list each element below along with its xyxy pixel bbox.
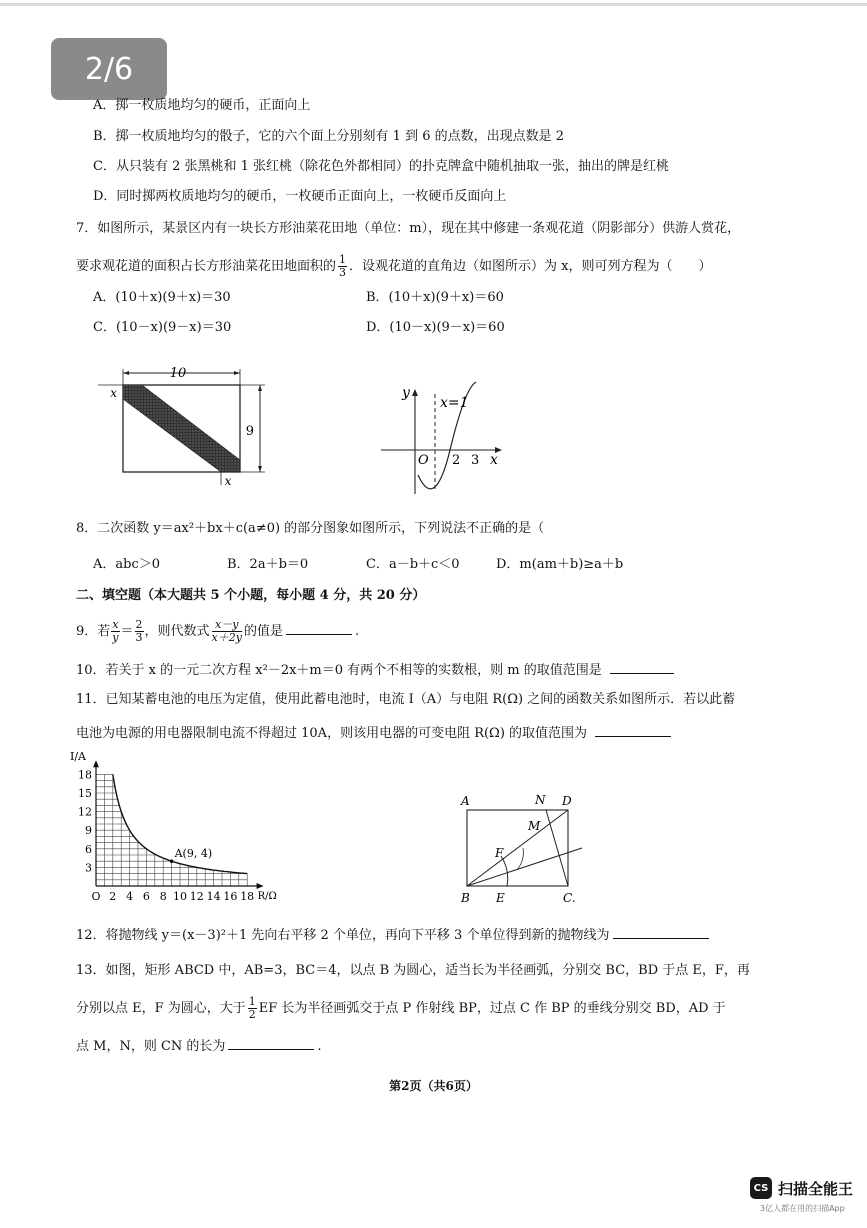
rect-bottom-label: x — [224, 474, 232, 488]
parabola-x-label: x — [490, 452, 498, 468]
scanner-app-name: 扫描全能王 — [778, 1179, 854, 1198]
q7-option-b: B．(10＋x)(9＋x)＝60 — [366, 290, 504, 305]
cs-logo-icon: CS — [750, 1177, 772, 1199]
section-2-heading: 二、填空题（本大题共 5 个小题，每小题 4 分，共 20 分） — [76, 588, 426, 603]
y-tick-label: 15 — [78, 787, 92, 800]
q12-line — [76, 926, 709, 945]
q9-answer-blank[interactable] — [286, 620, 352, 635]
q8-option-c: C．a－b＋c＜0 — [366, 557, 460, 572]
x-tick-label: 6 — [142, 890, 150, 903]
ray-bp — [467, 848, 582, 886]
x-tick-label: 16 — [223, 890, 238, 903]
q13-line3 — [76, 1037, 322, 1056]
y-tick-label: 6 — [85, 842, 92, 856]
q7-option-a: A．(10＋x)(9＋x)＝30 — [93, 290, 231, 305]
x-tick-label: 10 — [173, 890, 187, 903]
q6-option-b: B．掷一枚质地均匀的骰子，它的六个面上分别刻有 1 到 6 的点数，出现点数是 2 — [93, 129, 565, 144]
q8-stem: 8．二次函数 y＝ax²＋bx＋c(a≠0) 的部分图象如图所示，下列说法不正确的是（ — [76, 521, 545, 536]
top-border — [0, 3, 867, 6]
q12-text: 12．将抛物线 y＝(x－3)²＋1 先向右平移 2 个单位，再向下平移 3 个单位得到新的抛物线为 — [76, 928, 610, 943]
q9-frac2-den: 3 — [135, 631, 143, 644]
page-footer: 第2页（共6页） — [389, 1079, 478, 1093]
q9-frac3-den: x＋2y — [211, 631, 242, 644]
q13-line1: 13．如图，矩形 ABCD 中，AB=3，BC＝4，以点 B 为圆心，适当长为半径画弧，分别交 BC，BD 于点 E，F，再 — [76, 963, 750, 978]
q9-frac1-den: y — [112, 631, 119, 644]
q9-text-a: 9．若 — [76, 624, 111, 639]
q9-frac1-num: x — [112, 618, 119, 631]
x-axis-label: R/Ω — [257, 891, 277, 902]
q7-fraction — [338, 254, 347, 279]
rect-top-label: 10 — [169, 366, 187, 381]
y-tick-label: 18 — [78, 768, 92, 782]
q12-answer-blank[interactable] — [613, 926, 709, 939]
q10-text: 10．若关于 x 的一元二次方程 x²－2x＋m＝0 有两个不相等的实数根，则 m 的取值范围是 — [76, 663, 602, 678]
q9-frac2-num: 2 — [135, 618, 143, 631]
parabola-y-label: y — [402, 385, 410, 401]
q13-period: . — [317, 1039, 322, 1054]
x-tick-label: 8 — [159, 890, 167, 903]
arc-p — [517, 848, 523, 870]
q7-stem-line2 — [76, 254, 711, 279]
x-tick-label: 18 — [240, 890, 255, 903]
line-cn — [546, 810, 568, 886]
x-tick-label: 14 — [206, 890, 221, 903]
q13-frac-den: 2 — [248, 1008, 256, 1021]
q9-text-c: 的值是 — [243, 624, 283, 639]
x-axis-arrow — [257, 883, 264, 889]
q6-option-c: C．从只装有 2 张黑桃和 1 张红桃（除花色外都相同）的扑克牌盒中随机抽取一张，抽出的牌是红桃 — [93, 159, 670, 174]
scanner-tagline: 3亿人都在用的扫描App — [760, 1204, 845, 1213]
diagonal-bd — [467, 810, 568, 886]
rect-right-label: 9 — [245, 424, 254, 439]
x-tick-label: 2 — [109, 890, 117, 903]
point-a-marker — [170, 859, 174, 863]
point-f-label: F — [495, 846, 504, 860]
tick-2-label: 2 — [452, 453, 461, 468]
y-tick-label: 3 — [85, 861, 92, 875]
point-b-label: B — [461, 891, 470, 905]
point-m-label: M — [528, 819, 541, 833]
rect-left-label: x — [110, 386, 117, 400]
q7-frac-den: 3 — [339, 266, 347, 279]
q9-fraction-expr — [212, 619, 242, 644]
point-e-label: E — [496, 891, 505, 905]
q9-period: . — [354, 624, 360, 639]
q9-line — [76, 619, 359, 645]
q11-line1: 11．已知某蓄电池的电压为定值，使用此蓄电池时，电流 I（A）与电阻 R(Ω) 之间的函数关系如图所示．若以此蓄 — [76, 692, 736, 707]
q7-stem-text-a: 要求观花道的面积占长方形油菜花田地面积的 — [76, 259, 337, 274]
scanner-logo — [750, 1177, 853, 1199]
y-axis-label: I/A — [70, 750, 86, 763]
q9-equals: ＝ — [120, 624, 134, 639]
tick-3-label: 3 — [471, 453, 480, 468]
q10-line — [76, 661, 674, 680]
point-n-label: N — [535, 793, 546, 807]
y-axis-arrow — [93, 760, 99, 767]
point-c-label: C. — [563, 891, 576, 905]
q7-stem-text-b: ．设观花道的直角边（如图所示）为 x，则可列方程为（ ） — [349, 259, 712, 274]
q9-fraction-23 — [135, 619, 144, 644]
x-tick-label: 12 — [189, 890, 204, 903]
y-tick-label: 9 — [85, 824, 92, 838]
q8-option-b: B．2a＋b＝0 — [227, 557, 309, 572]
q6-option-a: A．掷一枚质地均匀的硬币，正面向上 — [93, 98, 311, 113]
origin-label: O — [418, 453, 429, 468]
q6-option-d: D．同时掷两枚质地均匀的硬币，一枚硬币正面向上，一枚硬币反面向上 — [93, 189, 507, 204]
q10-answer-blank[interactable] — [610, 661, 674, 674]
shaded-path — [123, 385, 240, 472]
x-tick-label: 4 — [126, 890, 134, 903]
q11-text: 电池为电源的用电器限制电流不得超过 10A，则该用电器的可变电阻 R(Ω) 的取值范围为 — [76, 726, 588, 741]
q13-line2 — [76, 996, 726, 1021]
q7-option-c: C．(10－x)(9－x)＝30 — [93, 320, 232, 335]
page-indicator-badge: 2/6 — [51, 38, 167, 100]
q13-fraction — [248, 996, 257, 1021]
q9-text-b: ，则代数式 — [144, 624, 210, 639]
q13-text-c: 点 M，N，则 CN 的长为 — [76, 1039, 226, 1054]
q8-option-d: D．m(am＋b)≥a＋b — [496, 557, 624, 572]
q7-stem-line1: 7．如图所示，某景区内有一块长方形油菜花田地（单位：m），现在其中修建一条观花道（阴影部分）供游人赏花， — [76, 221, 741, 236]
q13-answer-blank[interactable] — [228, 1037, 314, 1050]
rectangle-abcd-figure — [455, 790, 595, 908]
q11-line2 — [76, 724, 671, 743]
rectangle-path-figure — [90, 355, 280, 495]
q13-text-a: 分别以点 E，F 为圆心，大于 — [76, 1001, 246, 1016]
point-d-label: D — [562, 794, 572, 808]
parabola-figure — [378, 380, 508, 498]
point-a-annotation: A(9, 4) — [174, 847, 213, 861]
q7-option-d: D．(10－x)(9－x)＝60 — [366, 320, 505, 335]
q7-frac-num: 1 — [339, 253, 347, 266]
q13-text-b: EF 长为半径画弧交于点 P 作射线 BP，过点 C 作 BP 的垂线分别交 BD，AD 于 — [258, 1001, 726, 1016]
arc-ef — [501, 856, 508, 886]
q11-answer-blank[interactable] — [595, 724, 671, 737]
x-tick-label: O — [91, 890, 101, 903]
symmetry-line-label: x=1 — [440, 395, 469, 411]
q9-frac3-num: x－y — [212, 619, 242, 632]
point-a-label: A — [461, 794, 470, 808]
q8-option-a: A．abc＞0 — [93, 557, 161, 572]
y-tick-label: 12 — [78, 805, 92, 819]
q9-fraction-xy — [111, 619, 119, 644]
current-resistance-chart — [68, 748, 308, 908]
q13-frac-num: 1 — [248, 995, 256, 1008]
